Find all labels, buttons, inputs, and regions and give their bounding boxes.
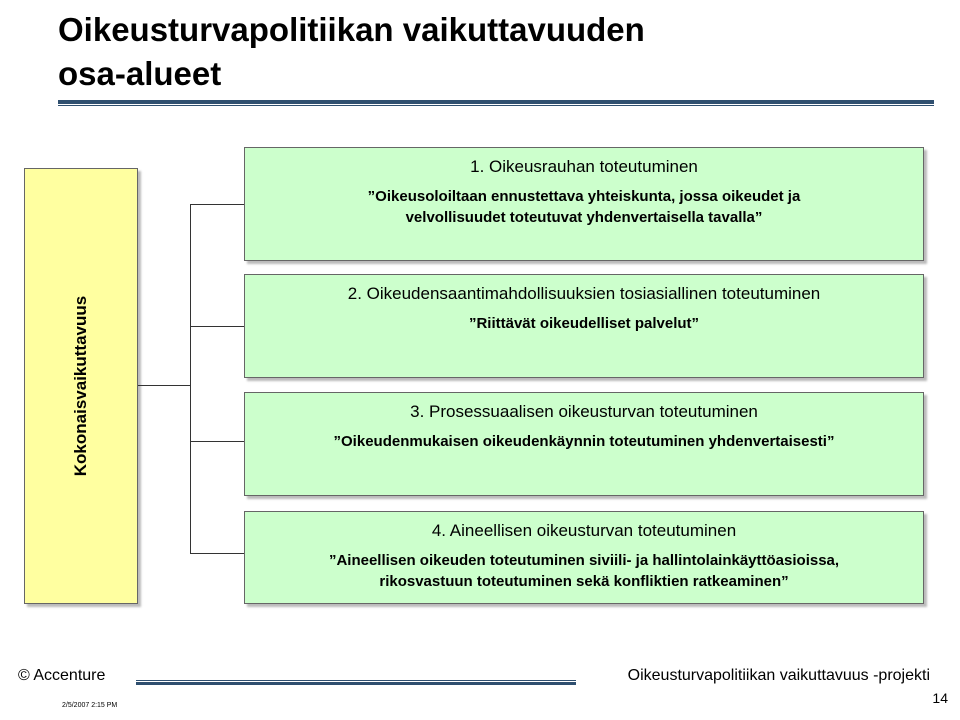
- footer-project-name: Oikeusturvapolitiikan vaikuttavuus -projekti: [627, 667, 930, 684]
- area-box-3: [244, 392, 924, 496]
- page-number: 14: [932, 690, 948, 706]
- connector-branch-2: [190, 326, 244, 327]
- area-quote: [245, 431, 923, 452]
- area-quote-line: velvollisuudet toteutuvat yhdenvertaisella tavalla”: [405, 209, 763, 226]
- area-box-1: [244, 147, 924, 261]
- slide-title-line-2: osa-alueet: [58, 55, 222, 92]
- connector-branch-4: [190, 553, 244, 554]
- slide-title-line-1: Oikeusturvapolitiikan vaikuttavuuden: [58, 11, 645, 48]
- area-quote-line: rikosvastuun toteutuminen sekä konfliktien ratkeaminen”: [379, 573, 789, 590]
- area-quote: [245, 313, 923, 334]
- connector-branch-3: [190, 441, 244, 442]
- footer-rule: [136, 680, 576, 685]
- overall-impact-label: Kokonaisvaikuttavuus: [71, 295, 90, 477]
- title-underline-thin: [58, 105, 934, 106]
- title-underline: [58, 100, 934, 104]
- overall-impact-box: [24, 168, 138, 604]
- area-quote-line: ”Aineellisen oikeuden toteutuminen siviili- ja hallintolainkäyttöasioissa,: [328, 552, 840, 569]
- area-quote-line: ”Oikeusoloiltaan ennustettava yhteiskunta, jossa oikeudet ja: [367, 188, 801, 205]
- area-heading: 3. Prosessuaalisen oikeusturvan toteutuminen: [410, 402, 758, 421]
- area-box-4: [244, 511, 924, 604]
- area-quote-line: ”Oikeudenmukaisen oikeudenkäynnin toteutuminen yhdenvertaisesti”: [333, 433, 835, 450]
- area-heading: 1. Oikeusrauhan toteutuminen: [470, 157, 698, 176]
- connector-horizontal-main: [138, 385, 191, 386]
- area-heading: 4. Aineellisen oikeusturvan toteutuminen: [431, 521, 737, 540]
- connector-branch-1: [190, 204, 244, 205]
- footer-date: 2/5/2007 2:15 PM: [62, 702, 118, 709]
- area-quote: [245, 186, 923, 228]
- footer-copyright: © Accenture: [18, 667, 106, 684]
- area-box-2: [244, 274, 924, 378]
- connector-vertical-trunk: [190, 204, 191, 553]
- slide-title: [58, 8, 918, 96]
- area-quote: [245, 550, 923, 592]
- area-quote-line: ”Riittävät oikeudelliset palvelut”: [468, 315, 700, 332]
- area-heading: 2. Oikeudensaantimahdollisuuksien tosiasiallinen toteutuminen: [347, 284, 821, 303]
